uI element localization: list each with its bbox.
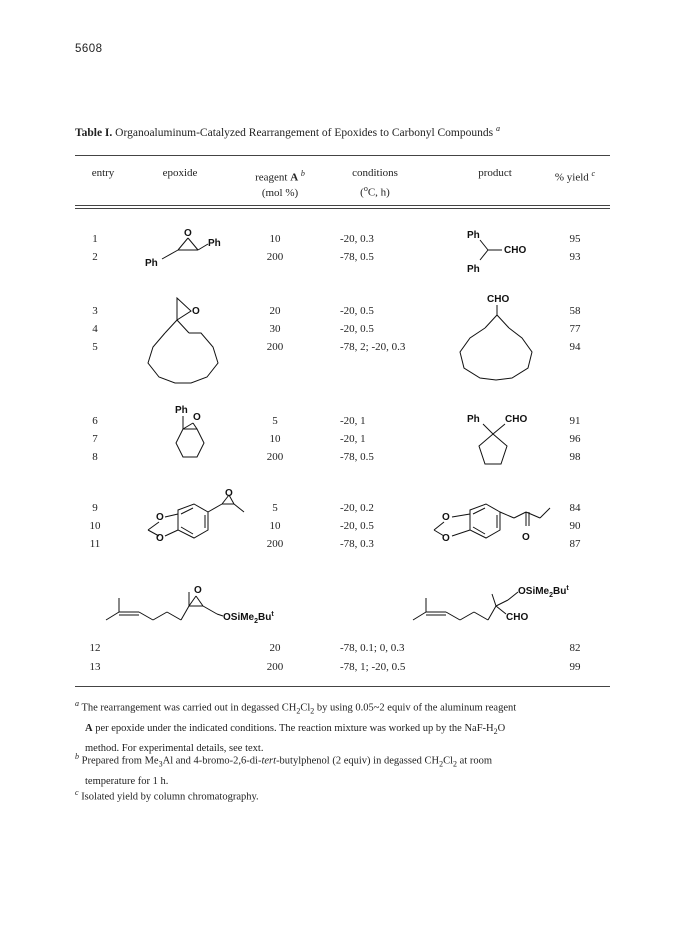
footnote-text: Prepared from Me [81,755,159,767]
footnote-text: O [497,722,506,734]
yield-cell: 99 [569,661,581,673]
silyl-ether-label: $OSiMe_2Bu^t$ [518,585,569,599]
header-yield [540,166,610,186]
entry-cell: 10 [89,520,101,532]
conditions-cell: -78, 0.5 [340,451,374,463]
yield-cell: 84 [569,502,581,514]
footnote-text: The rearrangement was carried out in degassed CH [81,702,297,714]
footnote-text: -butylphenol (2 equiv) in degassed CH [276,755,440,767]
page-number: 5608 [75,43,103,55]
oxygen-label: O [193,412,201,423]
phenyl-label: Ph [175,405,188,416]
yield-cell: 87 [569,538,581,550]
table-label: Table I. [75,126,113,139]
conditions-cell: -20, 1 [340,433,366,445]
reagent-cell: 200 [266,341,284,353]
product-structure-1 [462,228,542,278]
footnote-text: Al and 4-bromo-2,6-di- [162,755,262,767]
reagent-cell: 5 [272,415,278,427]
header-reagent-bold: A [290,171,299,184]
aldehyde-label: CHO [506,612,529,623]
entry-cell: 7 [92,433,98,445]
entry-cell: 2 [92,251,98,263]
reagent-cell: 10 [269,520,281,532]
conditions-cell: -20, 0.5 [340,323,374,335]
entry-cell: 6 [92,415,98,427]
reagent-cell: 30 [269,323,281,335]
reagent-cell: 200 [266,661,284,673]
header-conditions-unit: C, h) [367,186,390,199]
aldehyde-label: CHO [504,245,527,256]
oxygen-label: O [156,512,164,523]
entry-cell: 4 [92,323,98,335]
entry-cell: 8 [92,451,98,463]
yield-cell: 95 [569,233,581,245]
product-structure-2 [440,290,550,380]
phenyl-label: Ph [467,414,480,425]
reagent-cell: 200 [266,451,284,463]
footnote-text: Cl [300,702,311,714]
header-conditions-text: conditions [352,167,398,179]
conditions-cell: -78, 0.1; 0, 0.3 [340,642,405,654]
footnote-c-mark: c [75,788,79,797]
footnote-text: method. For experimental details, see text. [85,742,264,754]
header-rule-double [75,208,610,209]
reagent-cell: 5 [272,502,278,514]
phenyl-label: Ph [145,258,158,269]
subscript: 3 [158,759,163,769]
reagent-cell: 200 [266,538,284,550]
header-conditions-deg: o [363,184,368,193]
phenyl-label: Ph [467,230,480,241]
product-structure-4 [420,490,555,560]
oxygen-label: O [442,512,450,523]
yield-cell: 90 [569,520,581,532]
yield-cell: 94 [569,341,581,353]
entry-cell: 1 [92,233,98,245]
header-reagent-text: reagent [255,171,288,184]
yield-cell: 96 [569,433,581,445]
conditions-cell: -20, 0.5 [340,305,374,317]
aldehyde-label: CHO [505,414,528,425]
conditions-cell: -20, 0.3 [340,233,374,245]
oxygen-label: O [194,585,202,596]
aldehyde-label: CHO [487,294,510,305]
footnote-italic: tert [261,755,277,767]
entry-cell: 12 [89,642,101,654]
bottom-rule [75,686,610,687]
conditions-cell: -20, 0.5 [340,520,374,532]
footnote-a-mark: a [75,699,79,708]
header-reagent-unit: (mol %) [261,186,299,199]
entry-cell: 3 [92,305,98,317]
header-reagent [245,166,315,201]
reagent-cell: 20 [269,305,281,317]
conditions-cell: -78, 2; -20, 0.3 [340,341,406,353]
epoxide-structure-2 [145,295,245,385]
oxygen-label: O [184,228,192,239]
reagent-cell: 200 [266,251,284,263]
yield-cell: 93 [569,251,581,263]
epoxide-structure-1 [140,222,230,267]
header-epoxide: epoxide [162,167,198,179]
silyl-ether-label: $OSiMe_2Bu^t$ [223,611,274,625]
yield-cell: 82 [569,642,581,654]
epoxide-structure-3 [155,403,225,473]
entry-cell: 9 [92,502,98,514]
header-reagent-mark: b [300,169,305,178]
conditions-cell: -78, 1; -20, 0.5 [340,661,406,673]
yield-cell: 77 [569,323,581,335]
footnote-b-mark: b [75,752,79,761]
footnote-text: by using 0.05~2 equiv of the aluminum reagent [316,702,517,714]
reagent-bold: A [85,722,93,734]
table-title: Organoaluminum-Catalyzed Rearrangement of Epoxides to Carbonyl Compounds [115,126,494,139]
header-rule [75,205,610,206]
entry-cell: 5 [92,341,98,353]
footnote-c [75,784,615,806]
subscript: 2 [439,759,444,769]
phenyl-label: Ph [467,264,480,275]
oxygen-label: O [156,533,164,544]
reagent-cell: 10 [269,233,281,245]
top-rule [75,155,610,156]
oxygen-label: O [225,488,233,499]
footnote-text: per epoxide under the indicated conditions. The reaction mixture was worked up by the NaF-H [95,722,494,734]
yield-cell: 91 [569,415,581,427]
subscript: 2 [310,706,315,716]
product-structure-5 [410,580,580,630]
conditions-cell: -78, 0.5 [340,251,374,263]
subscript: 2 [296,706,301,716]
footnote-text: Cl [443,755,453,767]
oxygen-label: O [522,532,530,543]
header-yield-text: % yield [554,171,589,184]
reagent-cell: 20 [269,642,281,654]
subscript: 2 [453,759,457,769]
epoxide-structure-4 [128,490,253,560]
yield-cell: 98 [569,451,581,463]
footnote-text: Isolated yield by column chromatography. [81,791,259,803]
epoxide-structure-5 [103,580,318,630]
header-entry: entry [91,167,115,179]
subscript: 2 [493,726,498,736]
entry-cell: 13 [89,661,101,673]
header-conditions: conditions ($^o$C, h) [352,167,398,199]
reagent-cell: 10 [269,433,281,445]
conditions-cell: -78, 0.3 [340,538,374,550]
conditions-cell: -20, 0.2 [340,502,374,514]
entry-cell: 11 [89,538,101,550]
oxygen-label: O [192,306,200,317]
conditions-cell: -20, 1 [340,415,366,427]
oxygen-label: O [442,533,450,544]
product-structure-3 [455,410,545,475]
yield-cell: 58 [569,305,581,317]
phenyl-label: Ph [208,238,221,249]
header-product: product [478,167,512,179]
caption-note-mark: a [495,124,500,133]
footnote-text: at room [459,755,492,767]
footnote-text: temperature for 1 h. [85,775,169,787]
header-yield-mark: c [591,169,596,178]
table-caption [75,124,635,139]
